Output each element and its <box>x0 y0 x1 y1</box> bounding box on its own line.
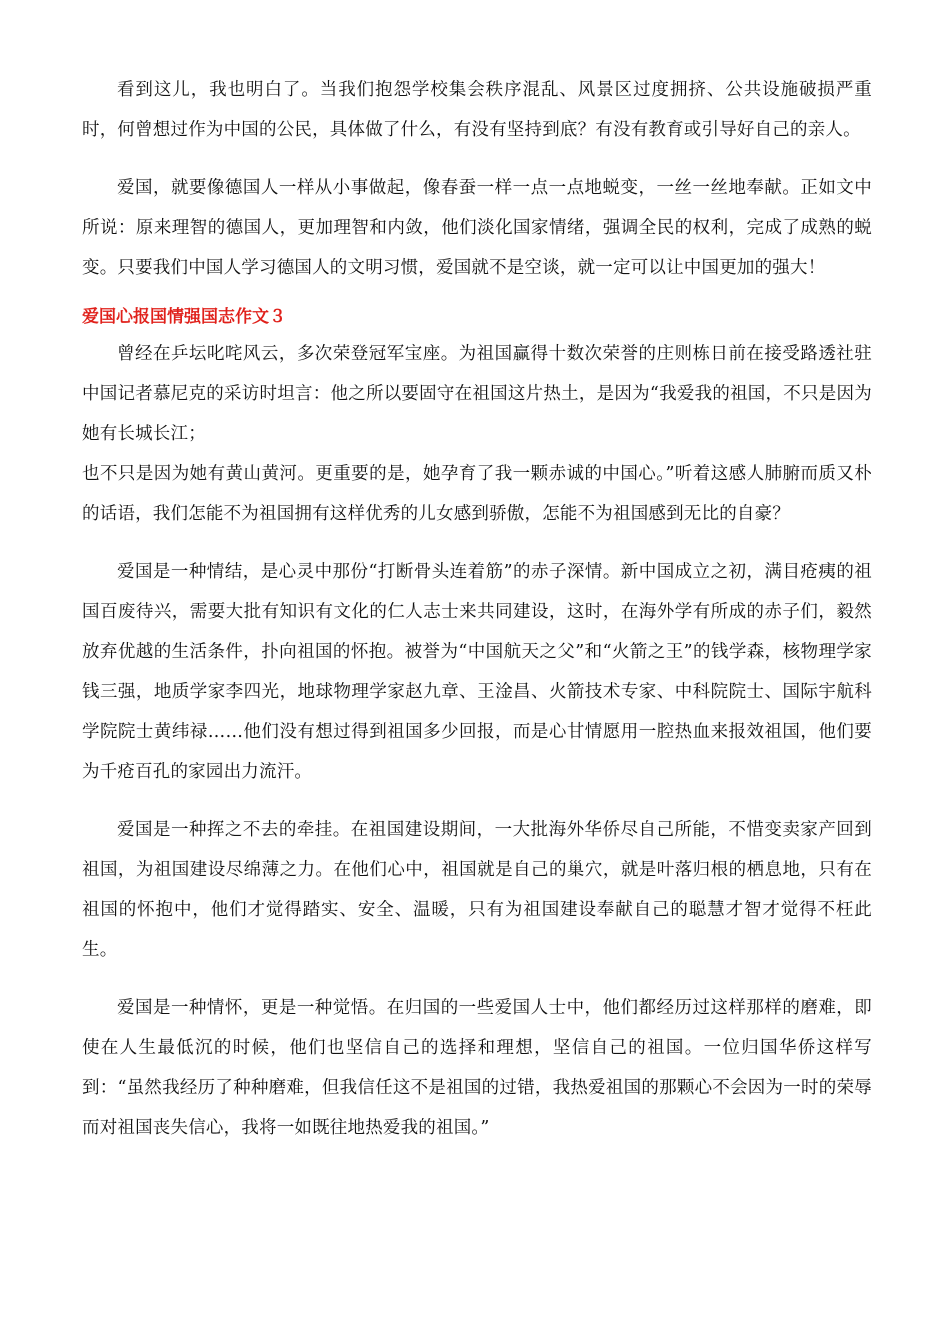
paragraph-zhuang-zedong: 曾经在乒坛叱咤风云，多次荣登冠军宝座。为祖国赢得十数次荣誉的庄则栋日前在接受路透社驻中国记者慕尼克的采访时坦言：他之所以要固守在祖国这片热土，是因为“我爱我的祖国，不只是因为她有长城长江； <box>82 344 872 444</box>
document-page <box>82 70 872 1148</box>
paragraph-patriotic-bond: 爱国是一种情结，是心灵中那份“打断骨头连着筋”的赤子深情。新中国成立之初，满目疮痍的祖国百废待兴，需要大批有知识有文化的仁人志士来共同建设，这时，在海外学有所成的赤子们，毅然放弃优越的生活条件，扑向祖国的怀抱。被誉为“中国航天之父”和“火箭之王”的钱学森，核物理学家钱三强，地质学家李四光，地球物理学家赵九章、王淦昌、火箭技术专家、中科院院士、国际宇航科学院院士黄纬禄……他们没有想过得到祖国多少回报，而是心甘情愿用一腔热血来报效祖国，他们要为千疮百孔的家园出力流汗。 <box>82 562 872 782</box>
section-heading: 爱国心报国情强国志作文３ <box>82 307 286 327</box>
paragraph-lingering-concern: 爱国是一种挥之不去的牵挂。在祖国建设期间，一大批海外华侨尽自己所能，不惜变卖家产回到祖国，为祖国建设尽绵薄之力。在他们心中，祖国就是自己的巢穴，就是叶落归根的栖息地，只有在祖国的怀抱中，他们才觉得踏实、安全、温暖，只有为祖国建设奉献自己的聪慧才智才觉得不枉此生。 <box>82 820 872 960</box>
paragraph-chinese-heart: 也不只是因为她有黄山黄河。更重要的是，她孕育了我一颗赤诚的中国心。”听着这感人肺腑而质又朴的话语，我们怎能不为祖国拥有这样优秀的儿女感到骄傲，怎能不为祖国感到无比的自豪？ <box>82 464 872 524</box>
paragraph-citizen-reflection: 看到这儿，我也明白了。当我们抱怨学校集会秩序混乱、风景区过度拥挤、公共设施破损严重时，何曾想过作为中国的公民，具体做了什么，有没有坚持到底？有没有教育或引导好自己的亲人。 <box>82 80 872 140</box>
paragraph-sentiment-awareness: 爱国是一种情怀，更是一种觉悟。在归国的一些爱国人士中，他们都经历过这样那样的磨难，即使在人生最低沉的时候，他们也坚信自己的选择和理想，坚信自己的祖国。一位归国华侨这样写到：“虽然我经历了种种磨难，但我信任这不是祖国的过错，我热爱祖国的那颗心不会因为一时的荣辱而对祖国丧失信心，我将一如既往地热爱我的祖国。” <box>82 998 872 1138</box>
paragraph-patriotism-small-things: 爱国，就要像德国人一样从小事做起，像春蚕一样一点一点地蜕变，一丝一丝地奉献。正如文中所说：原来理智的德国人，更加理智和内敛，他们淡化国家情绪，强调全民的权利，完成了成熟的蜕变。只要我们中国人学习德国人的文明习惯，爱国就不是空谈，就一定可以让中国更加的强大！ <box>82 178 872 278</box>
